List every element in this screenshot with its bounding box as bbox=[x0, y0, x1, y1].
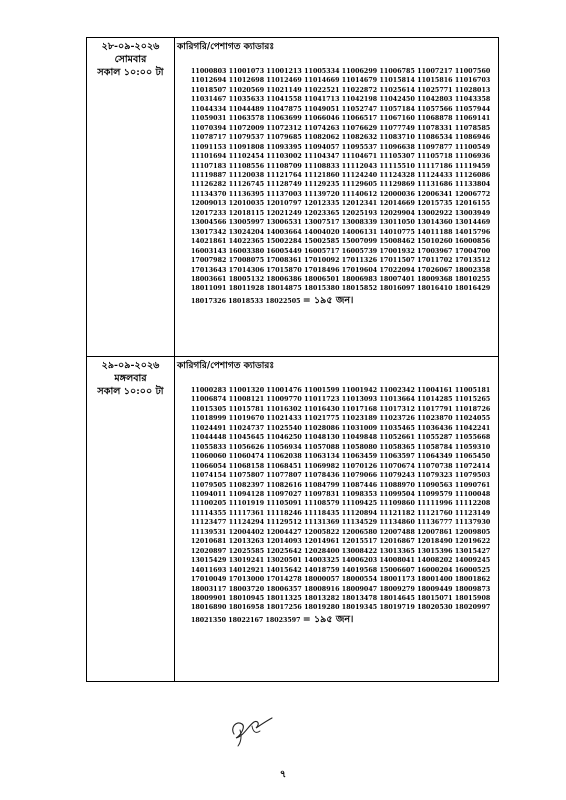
roll-number-line: 11066054 11068158 11068451 11069982 11070126 11070674 11070738 11072414 bbox=[191, 462, 491, 470]
roll-number-line: 11123477 11124294 11129512 11131369 11134529 11134860 11136777 11137930 bbox=[191, 519, 491, 527]
roll-number-line: 12020897 12025585 12025642 12028400 13008422 13013365 13015396 13015427 bbox=[191, 547, 491, 555]
roll-number-line: 11139531 12004402 12004427 12005822 12006580 12007488 12007861 12009805 bbox=[191, 528, 491, 536]
roll-number-line: 11101694 11102454 11103002 11104347 11104671 11105307 11105718 11106936 bbox=[191, 153, 491, 161]
roll-number-line: 13015429 13019241 13020501 14003325 14006203 14008041 14008202 14009245 bbox=[191, 557, 491, 565]
exam-day: মঙ্গলবার bbox=[114, 373, 147, 384]
date-cell bbox=[87, 357, 175, 682]
schedule-row bbox=[87, 38, 499, 357]
cadre-heading: কারিগরি/পেশাগত ক্যাডারঃ bbox=[177, 42, 275, 52]
roll-number-line: 17010049 17013000 17014278 18000057 18000554 18001173 18001400 18001862 bbox=[191, 576, 491, 584]
schedule-body bbox=[87, 38, 499, 682]
roll-number-line: 11074154 11075807 11077807 11078436 11079066 11079243 11079323 11079503 bbox=[191, 472, 491, 480]
roll-number-line: 11024491 11024737 11025540 11028086 11031009 11035465 11036436 11042241 bbox=[191, 424, 491, 432]
roll-number-line: 11079505 11082397 11082616 11084799 11087446 11088970 11090563 11090761 bbox=[191, 481, 491, 489]
roll-number-line: 11091153 11091808 11093395 11094057 11095537 11096638 11097877 11100549 bbox=[191, 143, 491, 151]
candidate-total: = ১৯৫ জন। bbox=[302, 613, 354, 625]
exam-time: সকাল ১০:০০ টা bbox=[97, 386, 164, 397]
roll-number-line: 11000803 11001073 11001213 11005334 11006299 11006785 11007217 11007560 bbox=[191, 68, 491, 75]
roll-cell bbox=[175, 38, 499, 357]
roll-number-line: 11059031 11063578 11063699 11066046 11066517 11067160 11068878 11069141 bbox=[191, 115, 491, 123]
roll-number-line: 11107183 11108556 11108709 11108833 11112043 11115510 11117186 11119459 bbox=[191, 162, 491, 170]
roll-number-line: 18016890 18016958 18017256 18019280 18019345 18019719 18020530 18020997 bbox=[191, 604, 491, 612]
cadre-heading: কারিগরি/পেশাগত ক্যাডারঃ bbox=[177, 361, 275, 371]
roll-number-line: 11114355 11117361 11118246 11118435 11120894 11121182 11121760 11123149 bbox=[191, 509, 491, 517]
roll-number-list bbox=[175, 53, 498, 294]
roll-number-line: 16003143 16003380 16005449 16005717 16005739 17001932 17003967 17004700 bbox=[191, 247, 491, 255]
roll-number-line: 14021861 14022365 15002284 15002585 15007099 15008462 15010260 16000856 bbox=[191, 238, 491, 246]
roll-number-line: 18011091 18011928 18014875 18015380 18015852 18016097 18016410 18016429 bbox=[191, 285, 491, 293]
roll-number-line: 18003117 18003720 18006357 18008916 18009047 18009279 18009449 18009873 bbox=[191, 585, 491, 593]
roll-number-line: 11070394 11072009 11072312 11074263 11076629 11077749 11078331 11078585 bbox=[191, 124, 491, 132]
total-line bbox=[191, 295, 498, 314]
roll-number-line: 11044448 11045645 11046250 11048130 11049848 11052661 11055287 11055668 bbox=[191, 434, 491, 442]
roll-number-line: 13017342 13024204 14003664 14004020 14006131 14010775 14011188 14015796 bbox=[191, 228, 491, 236]
roll-number-line: 11100205 11101919 11105091 11108579 11109425 11109860 11111996 11112208 bbox=[191, 500, 491, 508]
roll-number-line: 11060060 11060474 11062038 11063134 11063459 11063597 11064349 11065450 bbox=[191, 453, 491, 461]
roll-number-line: 11044334 11044489 11047875 11049051 11052747 11057184 11057566 11057944 bbox=[191, 105, 491, 113]
roll-number-line: 17007982 17008075 17008361 17010092 17011326 17011507 17011702 17013512 bbox=[191, 257, 491, 265]
total-line bbox=[191, 614, 498, 633]
roll-number-list bbox=[175, 372, 498, 613]
roll-cell bbox=[175, 357, 499, 682]
roll-number-line: 11119887 11120038 11121764 11121860 11124240 11124328 11124433 11126086 bbox=[191, 171, 491, 179]
exam-date: ২৯-০৯-২০২৬ bbox=[101, 360, 160, 371]
roll-number-line: 13004566 13005997 13006531 13007517 13008339 13011050 13014360 13014469 bbox=[191, 219, 491, 227]
roll-number-line: 18009901 18010945 18011325 18013282 18013478 18014645 18015071 18015908 bbox=[191, 594, 491, 602]
page-number: ৭ bbox=[279, 769, 287, 780]
roll-number-line: 11031467 11035633 11041558 11041713 11042198 11042450 11042803 11043358 bbox=[191, 96, 491, 104]
date-cell bbox=[87, 38, 175, 357]
roll-number-line: 11126282 11126745 11128749 11129235 11129605 11129869 11131686 11133804 bbox=[191, 181, 491, 189]
roll-number-line: 11018999 11019670 11021433 11021775 11023189 11023726 11023870 11024055 bbox=[191, 415, 491, 423]
exam-date: ২৮-০৯-২০২৬ bbox=[101, 41, 160, 52]
roll-number-line: 11078717 11079537 11079685 11082062 11082632 11083710 11086534 11086946 bbox=[191, 134, 491, 142]
exam-time: সকাল ১০:০০ টা bbox=[97, 67, 164, 78]
roll-number-line: 11055833 11056626 11056934 11057088 11058080 11058365 11058784 11059310 bbox=[191, 443, 491, 451]
signature-image bbox=[226, 706, 276, 750]
roll-number-line: 11015305 11015781 11016302 11016430 11017168 11017312 11017791 11018726 bbox=[191, 405, 491, 413]
roll-number-line: 14011693 14012921 14015642 14018759 14019568 15006607 16000204 16000525 bbox=[191, 566, 491, 574]
roll-number-line: 11000283 11001320 11001476 11001599 11001942 11002342 11004161 11005181 bbox=[191, 387, 491, 394]
roll-number-line: 12010681 12013263 12014093 12014961 12015517 12016867 12018490 12019622 bbox=[191, 538, 491, 546]
roll-number-line: 12009013 12010035 12010797 12012335 12012341 12014669 12015735 12016155 bbox=[191, 200, 491, 208]
last-roll-numbers: 18021350 18022167 18023597 bbox=[191, 616, 301, 624]
last-roll-numbers: 18017326 18018533 18022505 bbox=[191, 297, 301, 305]
exam-day: সোমবার bbox=[114, 54, 147, 65]
roll-number-line: 12017233 12018115 12021249 12023365 12025193 12029904 13002922 13003949 bbox=[191, 209, 491, 217]
roll-number-line: 11018507 11020569 11021149 11022521 11022872 11025614 11025771 11028013 bbox=[191, 86, 491, 94]
roll-number-line: 17013643 17014306 17015870 17018496 17019604 17022094 17026067 18002358 bbox=[191, 266, 491, 274]
schedule-row bbox=[87, 357, 499, 682]
roll-number-line: 11094011 11094128 11097027 11097831 11098353 11099504 11099579 11100048 bbox=[191, 490, 491, 498]
roll-number-line: 18003661 18005132 18006386 18006501 18006983 18007401 18009368 18010255 bbox=[191, 275, 491, 283]
roll-number-line: 11006874 11008121 11009770 11011723 11013093 11013664 11014285 11015265 bbox=[191, 396, 491, 404]
exam-schedule-table bbox=[86, 37, 499, 682]
roll-number-line: 11134370 11136395 11137003 11139720 11140612 12000036 12006341 12006772 bbox=[191, 190, 491, 198]
candidate-total: = ১৯৫ জন। bbox=[302, 294, 354, 306]
roll-number-line: 11012694 11012698 11012469 11014669 11014679 11015814 11015816 11016703 bbox=[191, 77, 491, 85]
